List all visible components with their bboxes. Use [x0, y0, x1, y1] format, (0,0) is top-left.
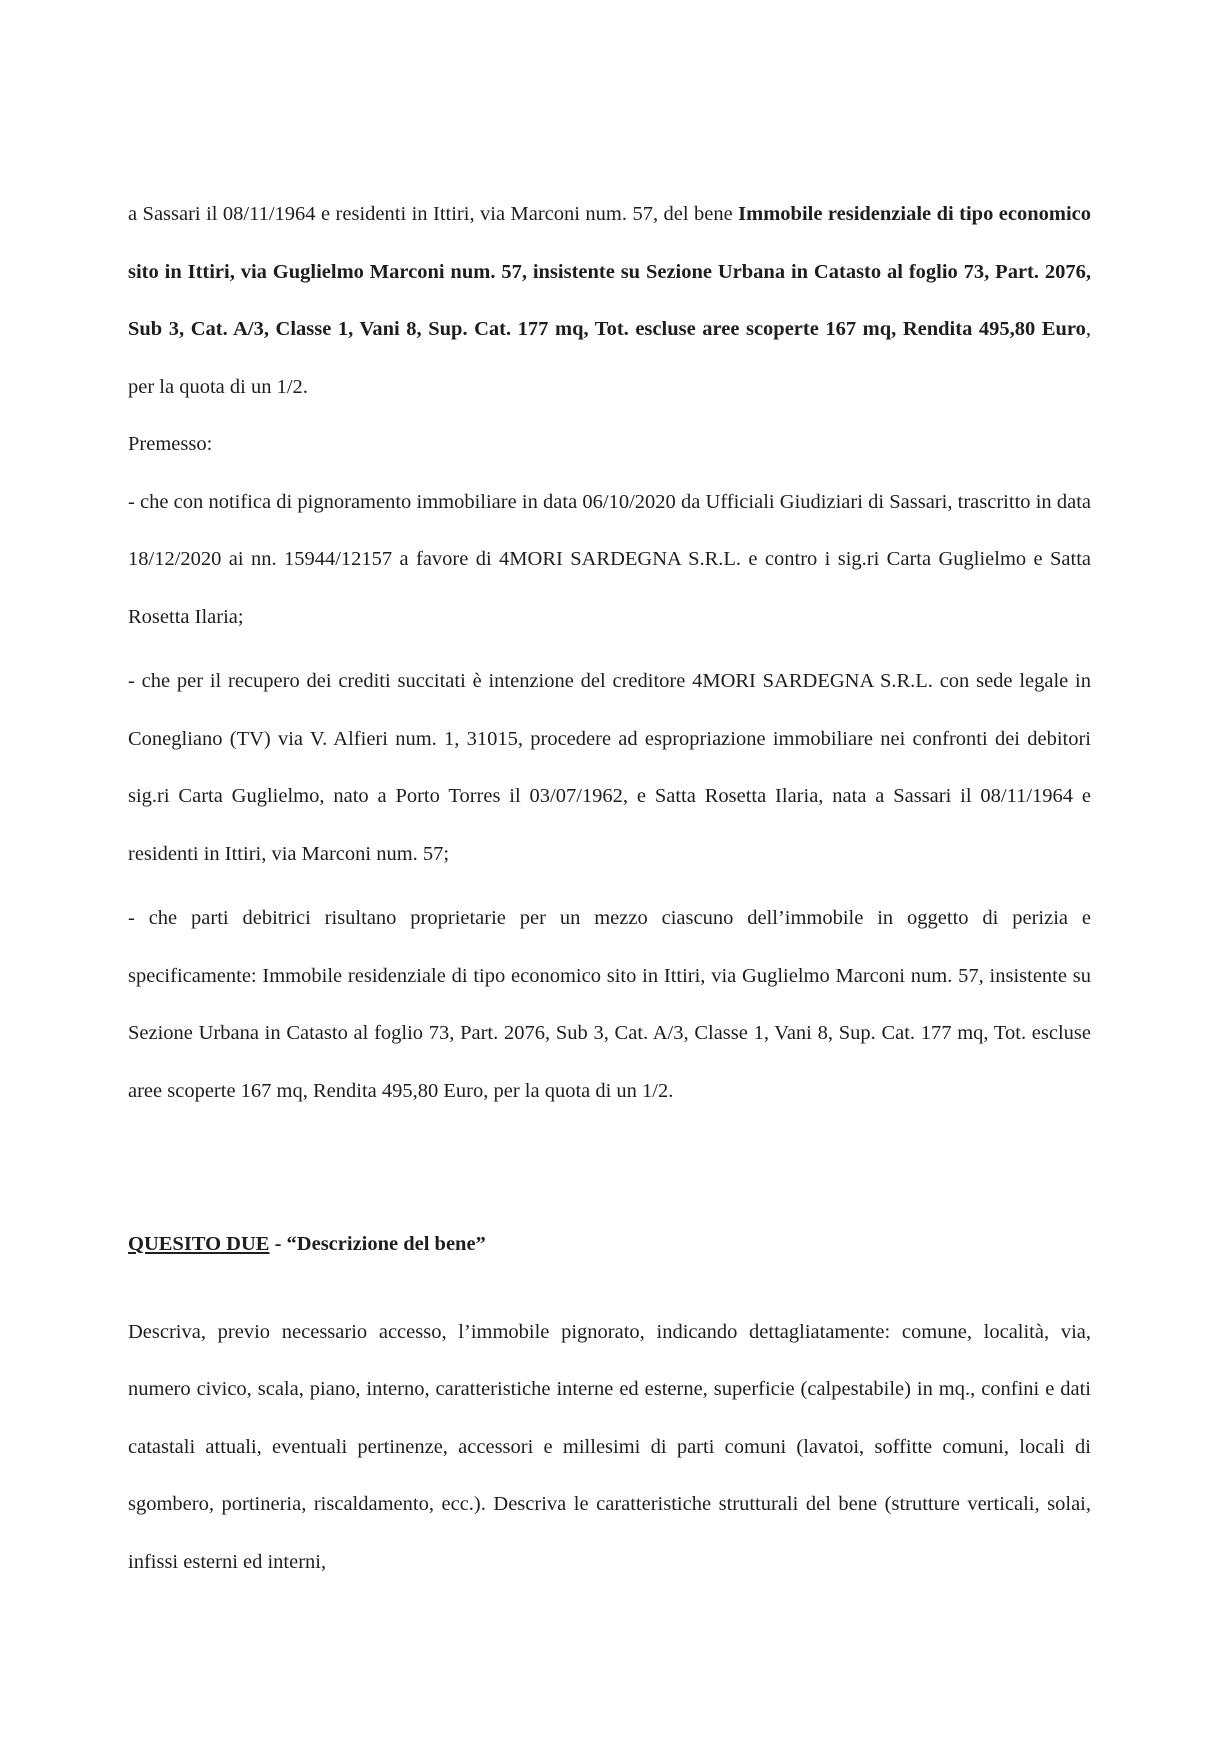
document-page — [128, 186, 1091, 1591]
premesso-item-2: - che per il recupero dei crediti succitati è intenzione del creditore 4MORI SARDEGNA S.R.L. con sede legale in Conegliano (TV) via V. Alfieri num. 1, 31015, procedere ad espropriazione immobiliare nei confronti dei debitori sig.ri Carta Guglielmo, nato a Porto Torres il 03/07/1962, e Satta Rosetta Ilaria, nata a Sassari il 08/11/1964 e residenti in Ittiri, via Marconi num. 57; — [128, 670, 1091, 865]
property-description-bold: Immobile residenziale di tipo economico sito in Ittiri, via Guglielmo Marconi num. 57, insistente su Sezione Urbana in Catasto al foglio 73, Part. 2076, Sub 3, Cat. A/3, Classe 1, Vani 8, Sup. Cat. 177 mq, Tot. escluse aree scoperte 167 mq, Rendita 495,80 Euro — [128, 203, 1091, 340]
premesso-item-3: - che parti debitrici risultano proprietarie per un mezzo ciascuno dell’immobile in oggetto di perizia e specificamente: Immobile residenziale di tipo economico sito in Ittiri, via Guglielmo Marconi num. 57, insistente su Sezione Urbana in Catasto al foglio 73, Part. 2076, Sub 3, Cat. A/3, Classe 1, Vani 8, Sup. Cat. 177 mq, Tot. escluse aree scoperte 167 mq, Rendita 495,80 Euro, per la quota di un 1/2. — [128, 907, 1091, 1102]
section-heading — [128, 1216, 1091, 1274]
quesito-separator: - — [269, 1233, 287, 1255]
quesito-subtitle: “Descrizione del bene” — [286, 1233, 486, 1255]
intro-text-start: a Sassari il 08/11/1964 e residenti in Ittiri, via Marconi num. 57, del bene — [128, 203, 739, 225]
intro-text-end: , per la quota di un 1/2. — [128, 318, 1091, 398]
premesso-heading: Premesso: — [128, 433, 213, 455]
premesso-item-1: - che con notifica di pignoramento immobiliare in data 06/10/2020 da Ufficiali Giudiziari di Sassari, trascritto in data 18/12/2020 ai nn. 15944/12157 a favore di 4MORI SARDEGNA S.R.L. e contro i sig.ri Carta Guglielmo e Satta Rosetta Ilaria; — [128, 490, 1091, 628]
quesito-title: QUESITO DUE — [128, 1233, 270, 1255]
intro-paragraph — [128, 186, 1091, 416]
quesito-body: Descriva, previo necessario accesso, l’immobile pignorato, indicando dettagliatamente: comune, località, via, numero civico, scala, piano, interno, caratteristiche interne ed esterne, superficie (calpestabile) in mq., confini e dati catastali attuali, eventuali pertinenze, accessori e millesimi di parti comuni (lavatoi, soffitte comuni, locali di sgombero, portineria, riscaldamento, ecc.). Descriva le caratteristiche strutturali del bene (strutture verticali, solai, infissi esterni ed interni, — [128, 1320, 1091, 1573]
